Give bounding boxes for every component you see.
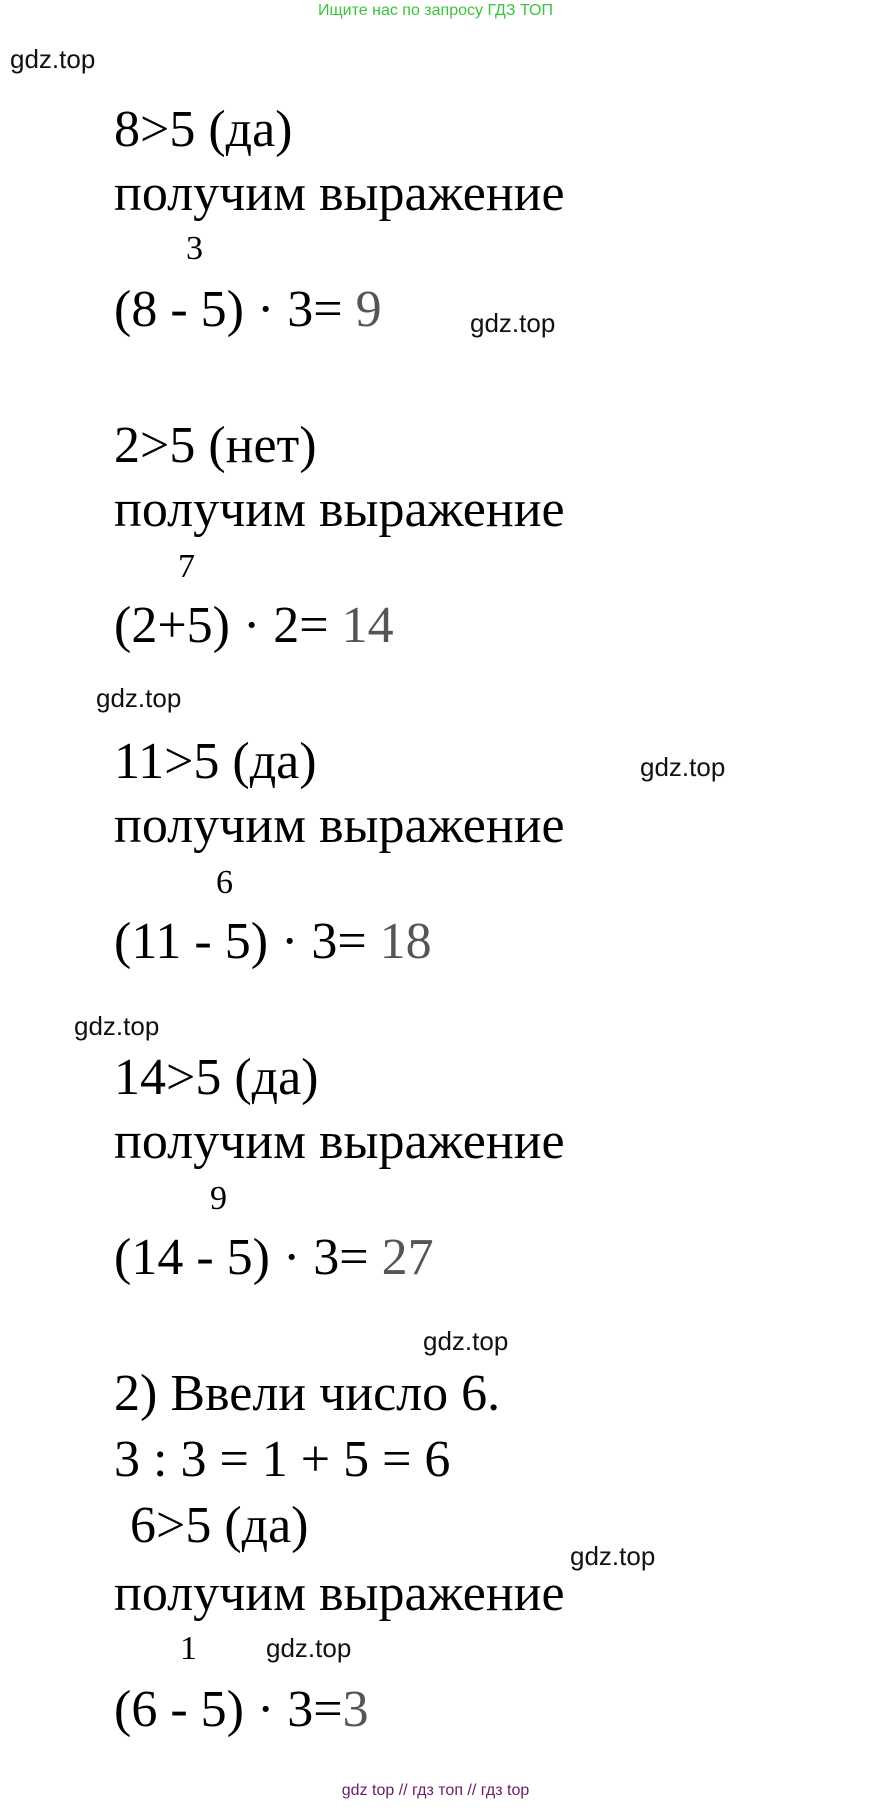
expression bbox=[114, 1681, 369, 1738]
answer: 18 bbox=[366, 913, 432, 970]
condition: 2>5 (нет) bbox=[114, 417, 317, 474]
watermark: gdz.top bbox=[74, 1011, 160, 1041]
condition: 8>5 (да) bbox=[114, 101, 293, 158]
answer: 14 bbox=[328, 597, 394, 654]
footer-links[interactable]: gdz top // гдз топ // гдз top bbox=[341, 1782, 530, 1799]
search-banner[interactable]: Ищите нас по запросу ГДЗ ТОП bbox=[318, 2, 553, 19]
watermark: gdz.top bbox=[10, 44, 96, 74]
expression-label: получим выражение bbox=[114, 481, 565, 538]
answer: 27 bbox=[368, 1229, 434, 1286]
watermark: gdz.top bbox=[470, 308, 556, 338]
watermark: gdz.top bbox=[96, 683, 182, 713]
condition: 14>5 (да) bbox=[114, 1049, 319, 1106]
condition: 11>5 (да) bbox=[114, 733, 317, 790]
watermark: gdz.top bbox=[640, 752, 726, 782]
expression-text: (6 - 5) · 3= bbox=[114, 1681, 343, 1738]
intermediate-result: 7 bbox=[178, 548, 195, 585]
expression-text: (11 - 5) · 3= bbox=[114, 913, 367, 970]
expression-label: получим выражение bbox=[114, 1113, 565, 1170]
expression bbox=[114, 597, 394, 654]
expression-label: получим выражение bbox=[114, 165, 565, 222]
expression-label: получим выражение bbox=[114, 1565, 565, 1622]
part2-heading: 2) Ввели число 6. bbox=[114, 1365, 501, 1422]
intermediate-result: 9 bbox=[210, 1180, 227, 1217]
intermediate-result: 3 bbox=[186, 230, 203, 267]
answer: 3 bbox=[342, 1681, 369, 1738]
expression bbox=[114, 1229, 434, 1286]
watermark: gdz.top bbox=[423, 1326, 509, 1356]
intermediate-result: 1 bbox=[180, 1630, 197, 1667]
watermark: gdz.top bbox=[570, 1541, 656, 1571]
expression-text: (2+5) · 2= bbox=[114, 597, 329, 654]
expression bbox=[114, 281, 382, 338]
expression bbox=[114, 913, 432, 970]
condition: 6>5 (да) bbox=[130, 1497, 309, 1554]
expression-text: (14 - 5) · 3= bbox=[114, 1229, 369, 1286]
intermediate-result: 6 bbox=[216, 864, 233, 901]
watermark: gdz.top bbox=[266, 1633, 352, 1663]
answer: 9 bbox=[342, 281, 382, 338]
expression-label: получим выражение bbox=[114, 797, 565, 854]
expression-text: (8 - 5) · 3= bbox=[114, 281, 343, 338]
part2-calculation: 3 : 3 = 1 + 5 = 6 bbox=[114, 1431, 451, 1488]
